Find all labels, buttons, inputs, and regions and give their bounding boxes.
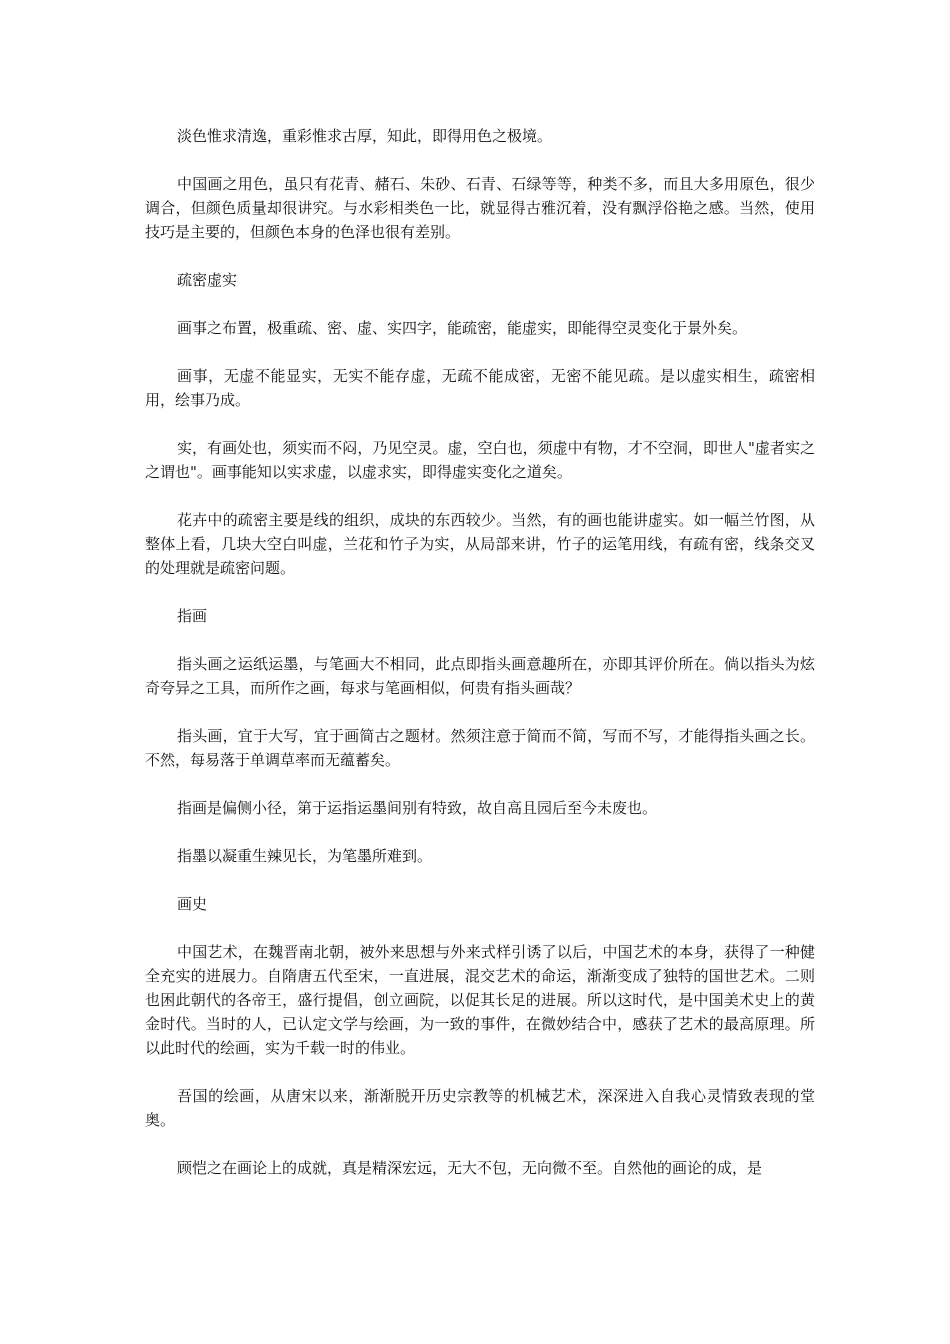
section-heading-finger-painting: 指画: [177, 607, 208, 625]
paragraph-finger-freehand: 指头画，宜于大写，宜于画简古之题材。然须注意于简而不简，写而不写，才能得指头画之长。不然，每易落于单调草率而无蕴蓄矣。: [145, 727, 815, 769]
paragraph-color-essence: 淡色惟求清逸，重彩惟求古厚，知此，即得用色之极境。: [177, 127, 553, 145]
paragraph-void-solid: 画事，无虚不能显实，无实不能存虚，无疏不能成密，无密不能见疏。是以虚实相生，疏密相用，绘事乃成。: [145, 367, 815, 409]
paragraph-finger-path: 指画是偏侧小径，第于运指运墨间别有特致，故自高且园后至今未废也。: [177, 799, 658, 817]
document-body: [145, 124, 815, 1204]
paragraph-composition: 画事之布置，极重疏、密、虚、实四字，能疏密，能虚实，即能得空灵变化于景外矣。: [177, 319, 748, 337]
paragraph-finger-strength: 指墨以凝重生辣见长，为笔墨所难到。: [177, 847, 433, 865]
section-heading-painting-history: 画史: [177, 895, 208, 913]
paragraph-solid-definition: 实，有画处也，须实而不闷，乃见空灵。虚，空白也，须虚中有物，才不空洞，即世人"虚者实之之谓也"。画事能知以实求虚，以虚求实，即得虚实变化之道矣。: [145, 439, 815, 481]
paragraph-finger-ink: 指头画之运纸运墨，与笔画大不相同，此点即指头画意趣所在，亦即其评价所在。倘以指头为炫奇夸异之工具，而所作之画，每求与笔画相似，何贵有指头画哉？: [145, 655, 815, 697]
paragraph-chinese-painting-colors: 中国画之用色，虽只有花青、赭石、朱砂、石青、石绿等等，种类不多，而且大多用原色，很少调合，但颜色质量却很讲究。与水彩相类色一比，就显得古雅沉着，没有飘浮俗艳之感。当然，使用技巧是主要的，但颜色本身的色泽也很有差别。: [145, 175, 815, 241]
paragraph-gu-kaizhi: 顾恺之在画论上的成就，真是精深宏远，无大不包，无向微不至。自然他的画论的成，是: [177, 1159, 763, 1177]
paragraph-flower-density: 花卉中的疏密主要是线的组织，成块的东西较少。当然，有的画也能讲虚实。如一幅兰竹图，从整体上看，几块大空白叫虚，兰花和竹子为实，从局部来讲，竹子的运笔用线，有疏有密，线条交叉的处理就是疏密问题。: [145, 511, 815, 577]
paragraph-tang-song: 吾国的绘画，从唐宋以来，渐渐脱开历史宗教等的机械艺术，深深进入自我心灵情致表现的堂奥。: [145, 1087, 815, 1129]
section-heading-density-void: 疏密虚实: [177, 271, 238, 289]
paragraph-chinese-art-history: 中国艺术，在魏晋南北朝，被外来思想与外来式样引诱了以后，中国艺术的本身，获得了一种健全充实的进展力。自隋唐五代至宋，一直进展，混交艺术的命运，渐渐变成了独特的国世艺术。二则也困此朝代的各帝王，盛行提倡，创立画院，以促其长足的进展。所以这时代，是中国美术史上的黄金时代。当时的人，已认定文学与绘画，为一致的事件，在微妙结合中，感获了艺术的最高原理。所以此时代的绘画，实为千载一时的伟业。: [145, 943, 815, 1057]
